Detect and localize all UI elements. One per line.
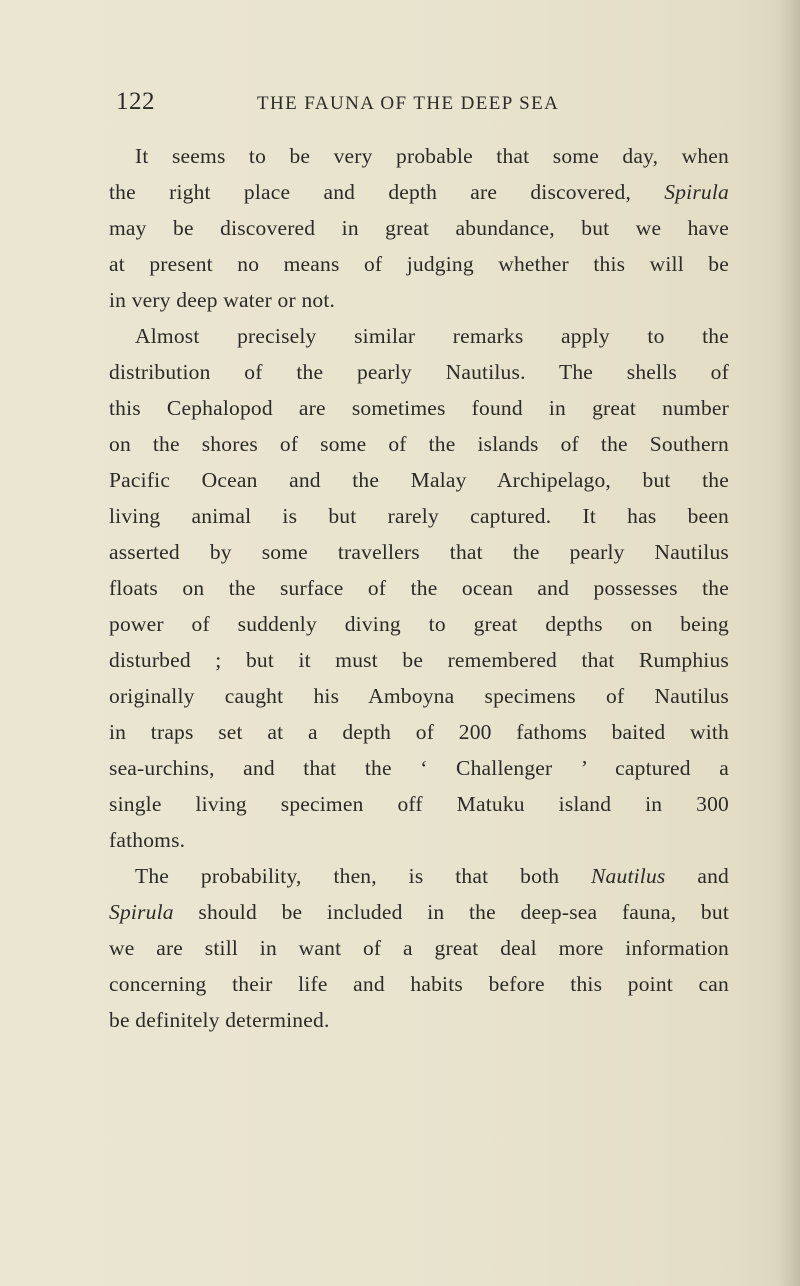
text-line: be definitely determined. xyxy=(109,1008,330,1032)
text-line: this Cephalopod are sometimes found in great number xyxy=(109,396,729,420)
text-line: the right place and depth are discovered, Spirula xyxy=(109,180,729,204)
page-edge-shadow xyxy=(778,0,800,1286)
text-line: Almost precisely similar remarks apply to the xyxy=(135,324,729,348)
text-line: living animal is but rarely captured. It has been xyxy=(109,504,729,528)
text-line: fathoms. xyxy=(109,828,186,852)
text-line: in very deep water or not. xyxy=(109,288,336,312)
text-line: It seems to be very probable that some day, when xyxy=(135,144,729,168)
text-line: Pacific Ocean and the Malay Archipelago, but the xyxy=(109,468,729,492)
text-line: at present no means of judging whether this will be xyxy=(109,252,729,276)
text-line: power of suddenly diving to great depths on being xyxy=(109,612,729,636)
text-line: in traps set at a depth of 200 fathoms baited with xyxy=(109,720,729,744)
text-line: single living specimen off Matuku island in 300 xyxy=(109,792,729,816)
text-line: may be discovered in great abundance, but we have xyxy=(109,216,729,240)
text-line: sea-urchins, and that the ‘ Challenger ’ captured a xyxy=(109,756,729,780)
text-line: distribution of the pearly Nautilus. The shells of xyxy=(109,360,729,384)
text-line: concerning their life and habits before this point can xyxy=(109,972,729,996)
body-text xyxy=(109,138,729,1038)
text-line: we are still in want of a great deal more information xyxy=(109,936,729,960)
text-line: originally caught his Amboyna specimens of Nautilus xyxy=(109,684,729,708)
page-header xyxy=(116,88,716,124)
text-line: disturbed ; but it must be remembered that Rumphius xyxy=(109,648,729,672)
running-head: THE FAUNA OF THE DEEP SEA xyxy=(257,93,560,114)
text-line: floats on the surface of the ocean and possesses the xyxy=(109,576,729,600)
page-number: 122 xyxy=(116,88,155,115)
text-line: asserted by some travellers that the pearly Nautilus xyxy=(109,540,729,564)
text-line: on the shores of some of the islands of the Southern xyxy=(109,432,729,456)
text-line: The probability, then, is that both Nautilus and xyxy=(135,864,729,888)
text-line: Spirula should be included in the deep-sea fauna, but xyxy=(109,900,729,924)
